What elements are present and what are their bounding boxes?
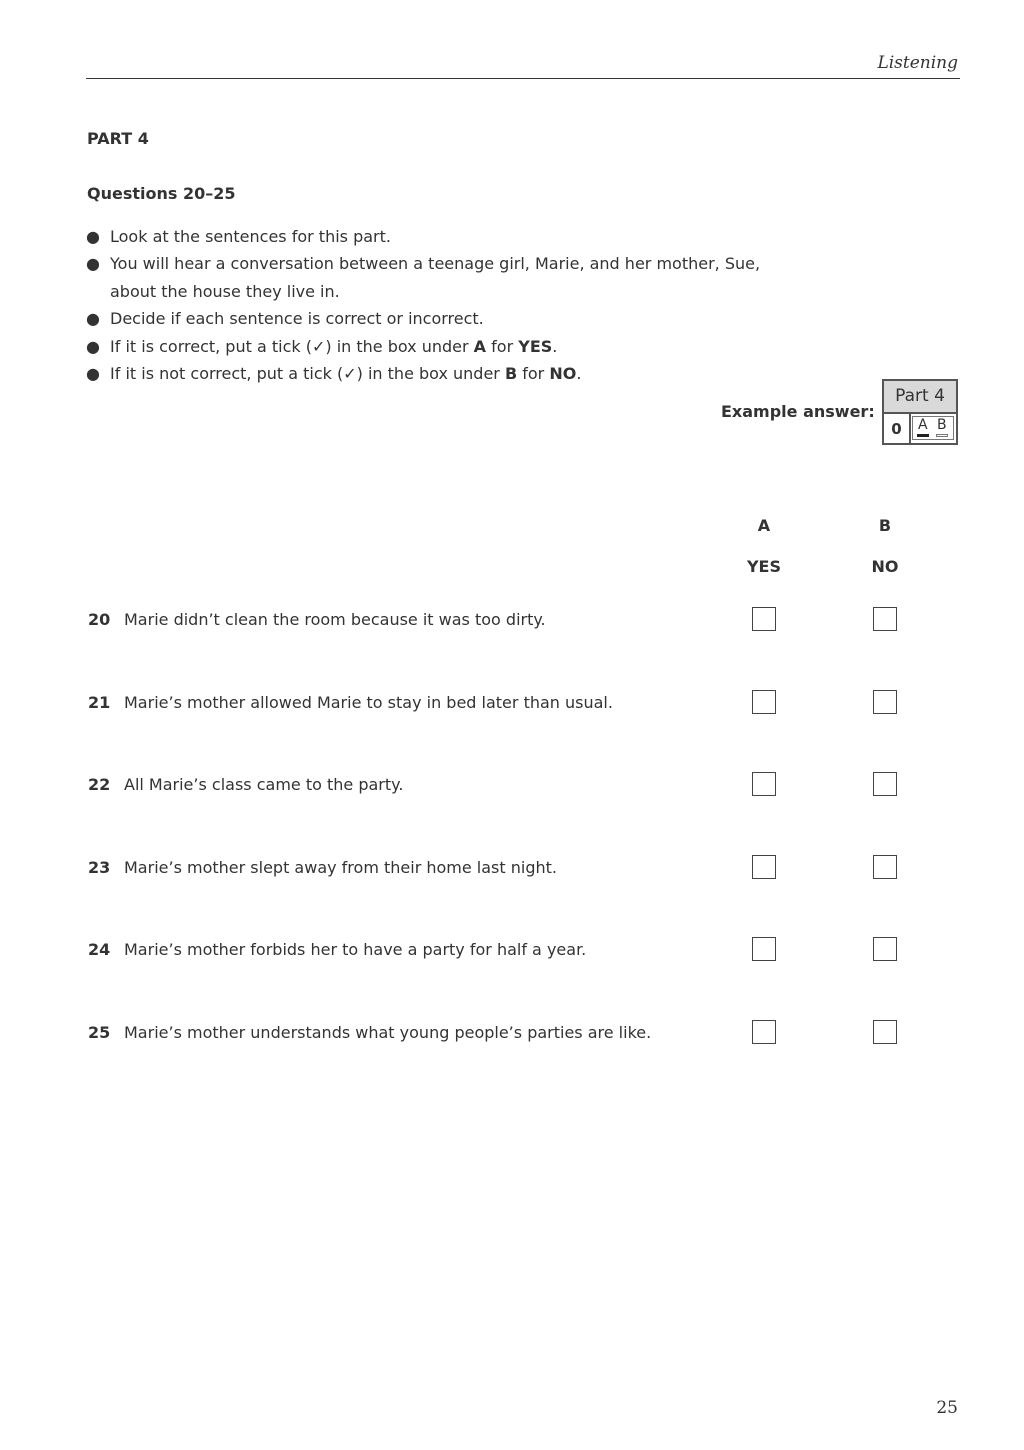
question-row [86, 690, 966, 720]
question-row [86, 937, 966, 967]
bullet-icon: ● [86, 227, 100, 246]
instruction-item [86, 333, 766, 360]
answer-checkbox-yes[interactable] [752, 772, 776, 796]
instruction-text: for [486, 336, 519, 356]
question-text: Marie’s mother forbids her to have a party for half a year. [124, 940, 587, 959]
column-a-letter: A [757, 516, 771, 535]
question-text: All Marie’s class came to the party. [124, 775, 404, 794]
instruction-answer-word: YES [518, 336, 553, 356]
question-row [86, 1020, 966, 1050]
question-number: 25 [88, 1023, 111, 1042]
instruction-item [86, 250, 766, 305]
instruction-text: . [576, 364, 582, 384]
answer-checkbox-no[interactable] [873, 937, 897, 961]
section-label: Listening [877, 53, 958, 73]
column-a-yes: YES [746, 557, 782, 576]
column-b-letter: B [878, 516, 892, 535]
example-mark-empty [936, 434, 948, 437]
answer-checkbox-yes[interactable] [752, 690, 776, 714]
question-text: Marie’s mother understands what young people’s parties are like. [124, 1023, 652, 1042]
answer-checkbox-no[interactable] [873, 607, 897, 631]
example-answer-label: Example answer: [721, 402, 875, 421]
question-text: Marie’s mother slept away from their home last night. [124, 858, 557, 877]
question-text: Marie’s mother allowed Marie to stay in bed later than usual. [124, 693, 613, 712]
example-answer-box [882, 379, 958, 445]
instruction-letter: A [473, 336, 487, 356]
instruction-text: If it is not correct, put a tick (✓) in the box under [110, 364, 505, 384]
header-divider [86, 78, 960, 79]
example-box-title: Part 4 [884, 381, 956, 414]
part-heading: PART 4 [87, 129, 149, 148]
instruction-text: . [552, 336, 558, 356]
question-number: 20 [88, 610, 111, 629]
instruction-text: for [517, 364, 550, 384]
answer-checkbox-no[interactable] [873, 772, 897, 796]
question-number: 22 [88, 775, 111, 794]
example-question-number: 0 [884, 414, 911, 443]
question-number: 21 [88, 693, 111, 712]
instruction-letter: B [504, 364, 518, 384]
bullet-icon: ● [86, 364, 100, 384]
answer-checkbox-no[interactable] [873, 690, 897, 714]
answer-checkbox-yes[interactable] [752, 607, 776, 631]
instruction-item [86, 360, 766, 387]
questions-heading: Questions 20–25 [87, 184, 236, 203]
example-options [912, 416, 954, 440]
question-row [86, 607, 966, 637]
answer-checkbox-no[interactable] [873, 855, 897, 879]
answer-checkbox-yes[interactable] [752, 937, 776, 961]
instruction-text: You will hear a conversation between a teenage girl, Marie, and her mother, Sue, about the house they live in. [110, 254, 761, 301]
answer-checkbox-yes[interactable] [752, 855, 776, 879]
bullet-icon: ● [86, 336, 100, 356]
page-number: 25 [936, 1398, 958, 1418]
question-number: 23 [88, 858, 111, 877]
instruction-item [86, 223, 766, 250]
question-text: Marie didn’t clean the room because it was too dirty. [124, 610, 546, 629]
example-option-b: B [937, 417, 947, 433]
answer-checkbox-yes[interactable] [752, 1020, 776, 1044]
question-row [86, 855, 966, 885]
question-number: 24 [88, 940, 111, 959]
bullet-icon: ● [86, 254, 100, 274]
instruction-text: If it is correct, put a tick (✓) in the box under [110, 336, 474, 356]
instruction-text: Decide if each sentence is correct or incorrect. [110, 309, 484, 329]
question-row [86, 772, 966, 802]
example-mark-filled [917, 434, 929, 437]
instruction-item [86, 305, 766, 332]
instruction-answer-word: NO [549, 364, 577, 384]
answer-checkbox-no[interactable] [873, 1020, 897, 1044]
example-option-a: A [918, 417, 928, 433]
bullet-icon: ● [86, 309, 100, 329]
column-b-no: NO [871, 557, 899, 576]
instruction-text: Look at the sentences for this part. [110, 227, 391, 246]
instructions-list [86, 223, 766, 387]
